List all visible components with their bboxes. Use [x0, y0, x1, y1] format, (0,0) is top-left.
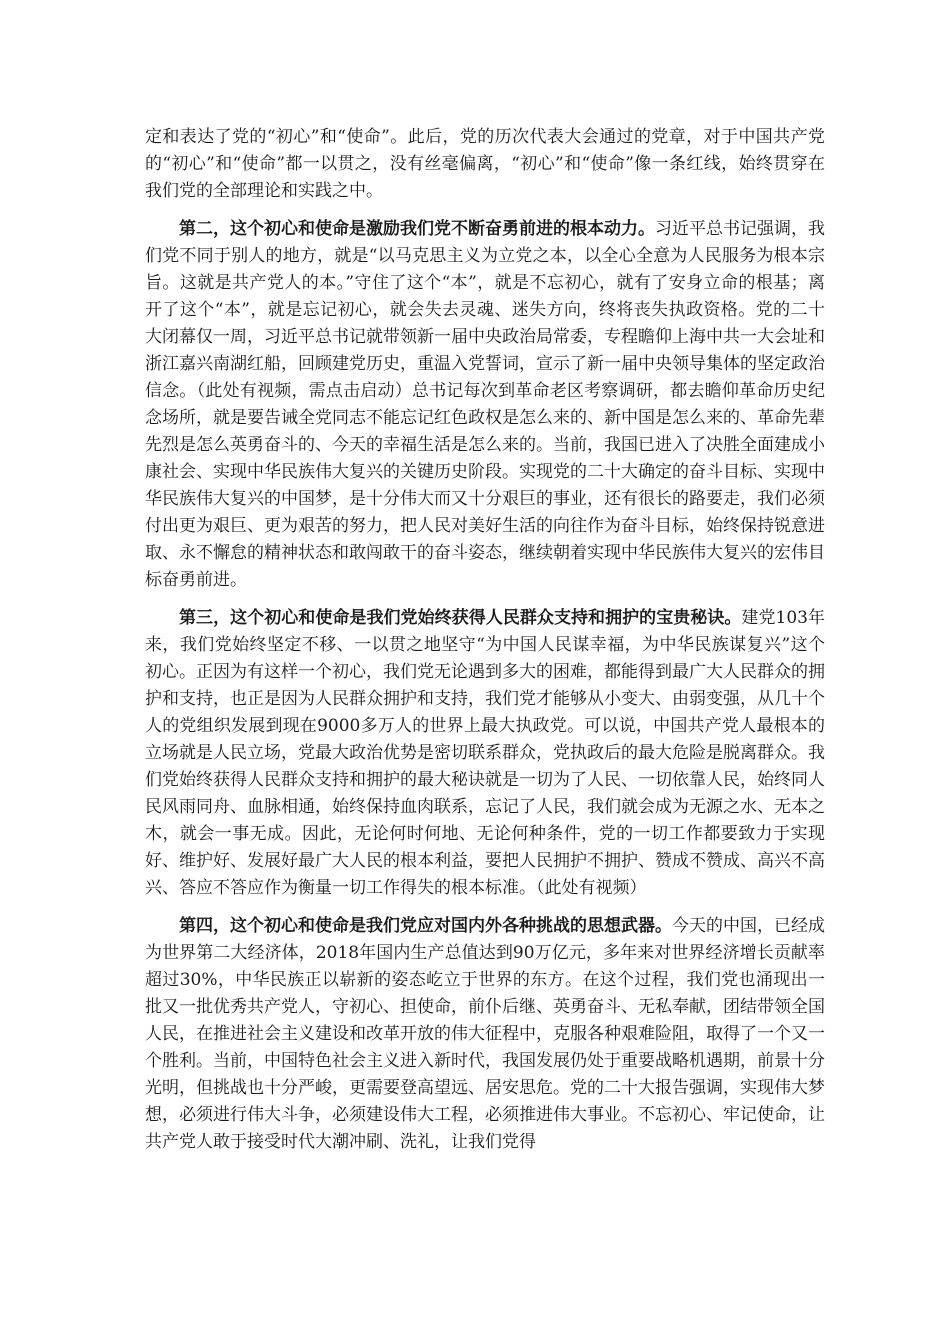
paragraph-4-lead: 第四，这个初心和使命是我们党应对国内外各种挑战的思想武器。: [179, 916, 672, 936]
paragraph-4-body: 今天的中国，已经成为世界第二大经济体，2018年国内生产总值达到90万亿元，多年来对世界经济增长贡献率超过30%，中华民族正以崭新的姿态屹立于世界的东方。在这个过程，我们党也涌现出一批又一批优秀共产党人，守初心、担使命，前仆后继、英勇奋斗、无私奉献，团结带领全国人民，在推进社会主义建设和改革开放的伟大征程中，克服各种艰难险阻，取得了一个又一个胜利。当前，中国特色社会主义进入新时代，我国发展仍处于重要战略机遇期，前景十分光明，但挑战也十分严峻，更需要登高望远、居安思危。党的二十大报告强调，实现伟大梦想，必须进行伟大斗争，必须建设伟大工程，必须推进伟大事业。不忘初心、牢记使命，让共产党人敢于接受时代大潮冲刷、洗礼，让我们党得: [145, 916, 825, 1152]
paragraph-2-lead: 第二，这个初心和使命是激励我们党不断奋勇前进的根本动力。: [179, 219, 655, 239]
paragraph-third-point: [145, 605, 825, 902]
paragraph-second-point: [145, 216, 825, 594]
paragraph-3-lead: 第三，这个初心和使命是我们党始终获得人民群众支持和拥护的宝贵秘诀。: [179, 608, 742, 628]
paragraph-continuation: [145, 124, 825, 205]
paragraph-fourth-point: [145, 913, 825, 1156]
document-page: [145, 124, 825, 1156]
paragraph-3-body: 建党103年来，我们党始终坚定不移、一以贯之地坚守“为中国人民谋幸福，为中华民族谋复兴”这个初心。正因为有这样一个初心，我们党无论遇到多大的困难，都能得到最广大人民群众的拥护和支持，也正是因为人民群众拥护和支持，我们党才能够从小变大、由弱变强，从几十个人的党组织发展到现在9000多万人的世界上最大执政党。可以说，中国共产党人最根本的立场就是人民立场，党最大政治优势是密切联系群众，党执政后的最大危险是脱离群众。我们党始终获得人民群众支持和拥护的最大秘诀就是一切为了人民、一切依靠人民，始终同人民风雨同舟、血脉相通，始终保持血肉联系，忘记了人民，我们就会成为无源之水、无本之木，就会一事无成。因此，无论何时何地、无论何种条件，党的一切工作都要致力于实现好、维护好、发展好最广大人民的根本利益，要把人民拥护不拥护、赞成不赞成、高兴不高兴、答应不答应作为衡量一切工作得失的根本标准。（此处有视频）: [145, 608, 825, 898]
paragraph-2-body: 习近平总书记强调，我们党不同于别人的地方，就是“以马克思主义为立党之本，以全心全意为人民服务为根本宗旨。这就是共产党人的本。”守住了这个“本”，就是不忘初心，就有了安身立命的根基；离开了这个“本”，就是忘记初心，就会失去灵魂、迷失方向，终将丧失执政资格。党的二十大闭幕仅一周，习近平总书记就带领新一届中央政治局常委，专程瞻仰上海中共一大会址和浙江嘉兴南湖红船，回顾建党历史，重温入党誓词，宣示了新一届中央领导集体的坚定政治信念。（此处有视频，需点击启动）总书记每次到革命老区考察调研，都去瞻仰革命历史纪念场所，就是要告诫全党同志不能忘记红色政权是怎么来的、新中国是怎么来的、革命先辈先烈是怎么英勇奋斗的、今天的幸福生活是怎么来的。当前，我国已进入了决胜全面建成小康社会、实现中华民族伟大复兴的关键历史阶段。实现党的二十大确定的奋斗目标、实现中华民族伟大复兴的中国梦，是十分伟大而又十分艰巨的事业，还有很长的路要走，我们必须付出更为艰巨、更为艰苦的努力，把人民对美好生活的向往作为奋斗目标，始终保持锐意进取、永不懈怠的精神状态和敢闯敢干的奋斗姿态，继续朝着实现中华民族伟大复兴的宏伟目标奋勇前进。: [145, 219, 825, 590]
paragraph-1-body: 定和表达了党的“初心”和“使命”。此后，党的历次代表大会通过的党章，对于中国共产党的“初心”和“使命”都一以贯之，没有丝毫偏离，“初心”和“使命”像一条红线，始终贯穿在我们党的全部理论和实践之中。: [145, 127, 825, 201]
